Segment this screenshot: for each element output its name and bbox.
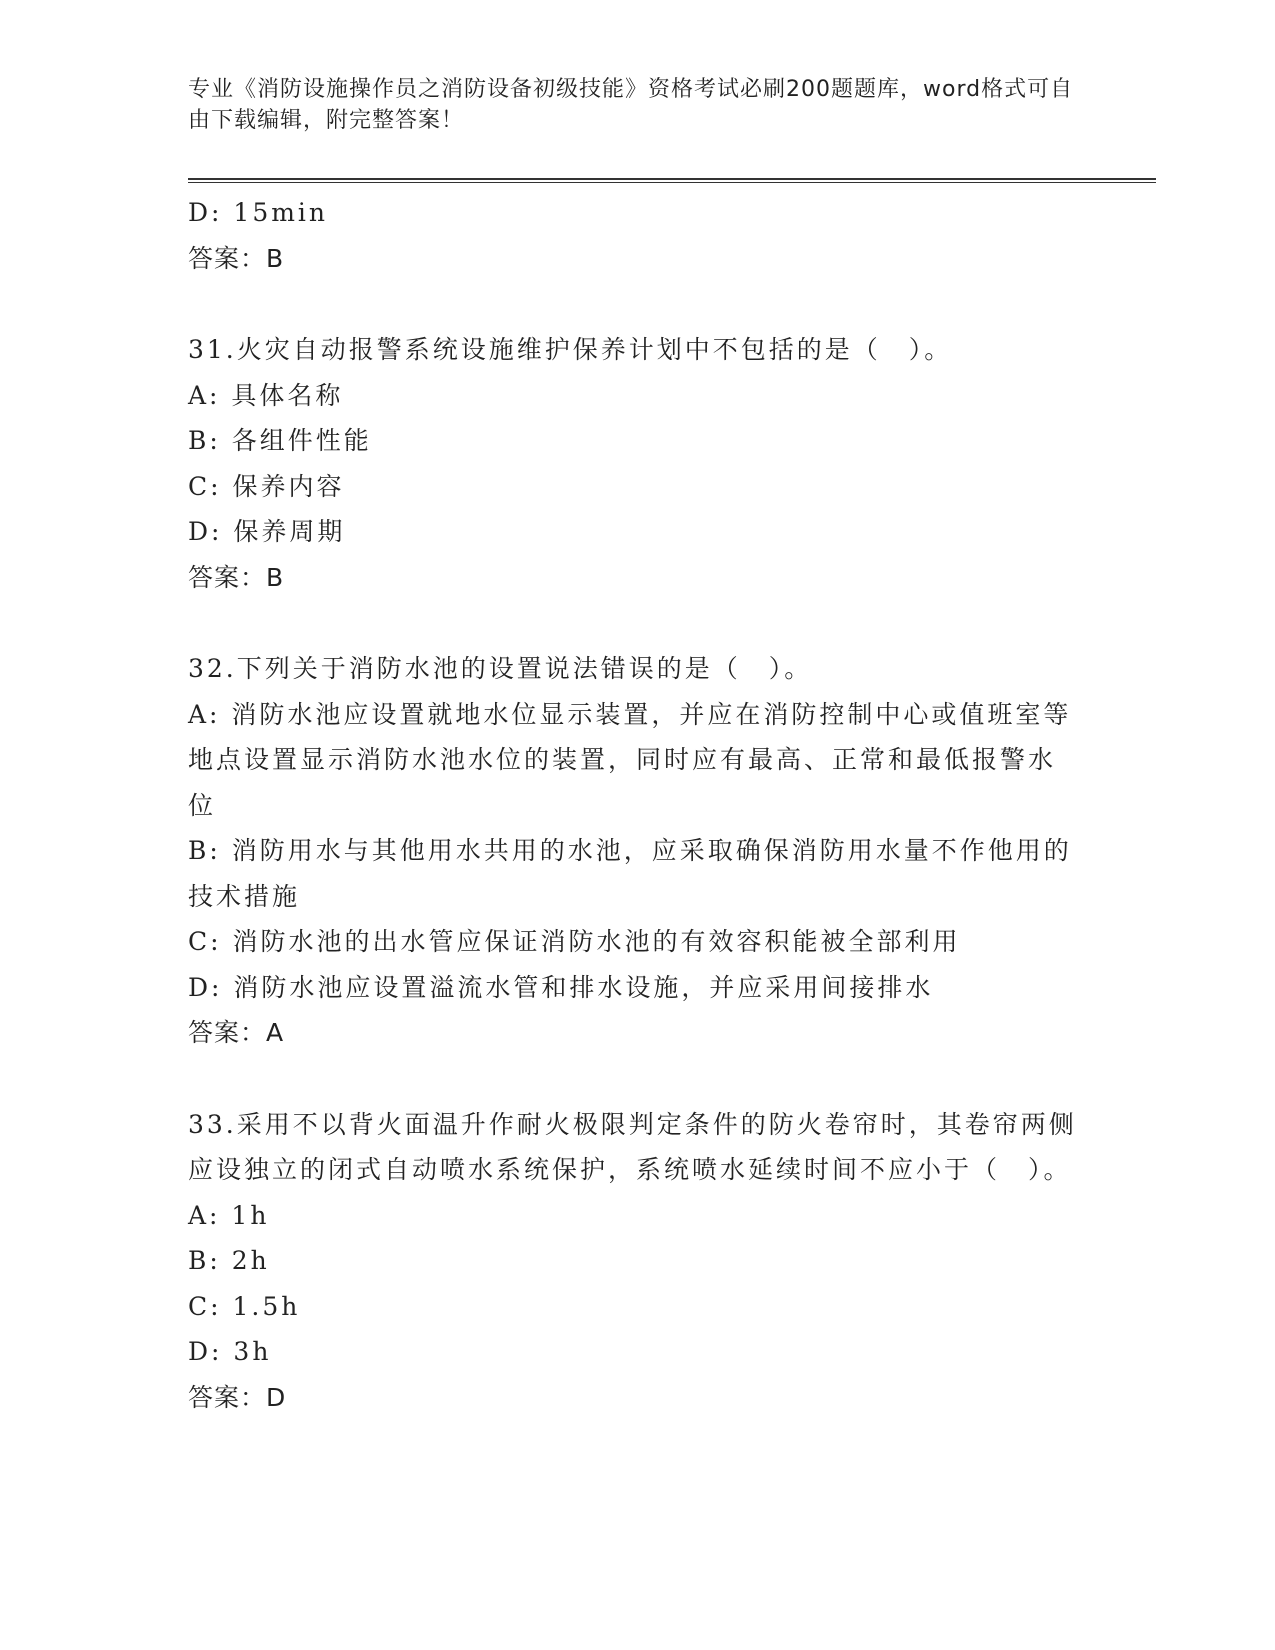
option-d: D: 3h: [188, 1337, 272, 1366]
question-32: [188, 646, 1078, 1056]
answer-label: 答案：B: [188, 562, 285, 592]
option-d: D: 保养周期: [188, 517, 346, 546]
option-a: A: 具体名称: [188, 380, 344, 410]
question-33: [188, 1102, 1078, 1421]
option-d: D: 消防水池应设置溢流水管和排水设施，并应采用间接排水: [188, 972, 934, 1002]
option-c: C: 消防水池的出水管应保证消防水池的有效容积能被全部利用: [188, 927, 961, 956]
answer-label: 答案：D: [188, 1382, 287, 1412]
question-stem: 33.采用不以背火面温升作耐火极限判定条件的防火卷帘时，其卷帘两侧应设独立的闭式自动喷水系统保护，系统喷水延续时间不应小于（ ）。: [188, 1109, 1077, 1184]
option-c: C: 1.5h: [188, 1291, 301, 1321]
option-c: C: 保养内容: [188, 471, 345, 501]
carryover-block: [188, 190, 1078, 281]
header-divider-thick: [188, 178, 1156, 180]
question-stem: 31.火灾自动报警系统设施维护保养计划中不包括的是（ ）。: [188, 335, 953, 364]
question-stem: 32.下列关于消防水池的设置说法错误的是（ ）。: [188, 654, 813, 683]
option-b: B: 各组件性能: [188, 426, 372, 455]
document-content: [188, 190, 1078, 1420]
option-b: B: 消防用水与其他用水共用的水池，应采取确保消防用水量不作他用的技术措施: [188, 836, 1072, 911]
option-a: A: 1h: [188, 1200, 270, 1230]
option-d: D: 15min: [188, 198, 329, 227]
option-a: A: 消防水池应设置就地水位显示装置，并应在消防控制中心或值班室等地点设置显示消防水池水位的装置，同时应有最高、正常和最低报警水位: [188, 699, 1072, 820]
answer-label: 答案：A: [188, 1018, 285, 1047]
header-divider-thin: [188, 182, 1156, 183]
option-b: B: 2h: [188, 1246, 270, 1275]
answer-label: 答案：B: [188, 243, 285, 273]
page-header: 专业《消防设施操作员之消防设备初级技能》资格考试必刷200题题库，word格式可自由下载编辑，附完整答案！: [188, 77, 1074, 133]
question-31: [188, 327, 1078, 600]
